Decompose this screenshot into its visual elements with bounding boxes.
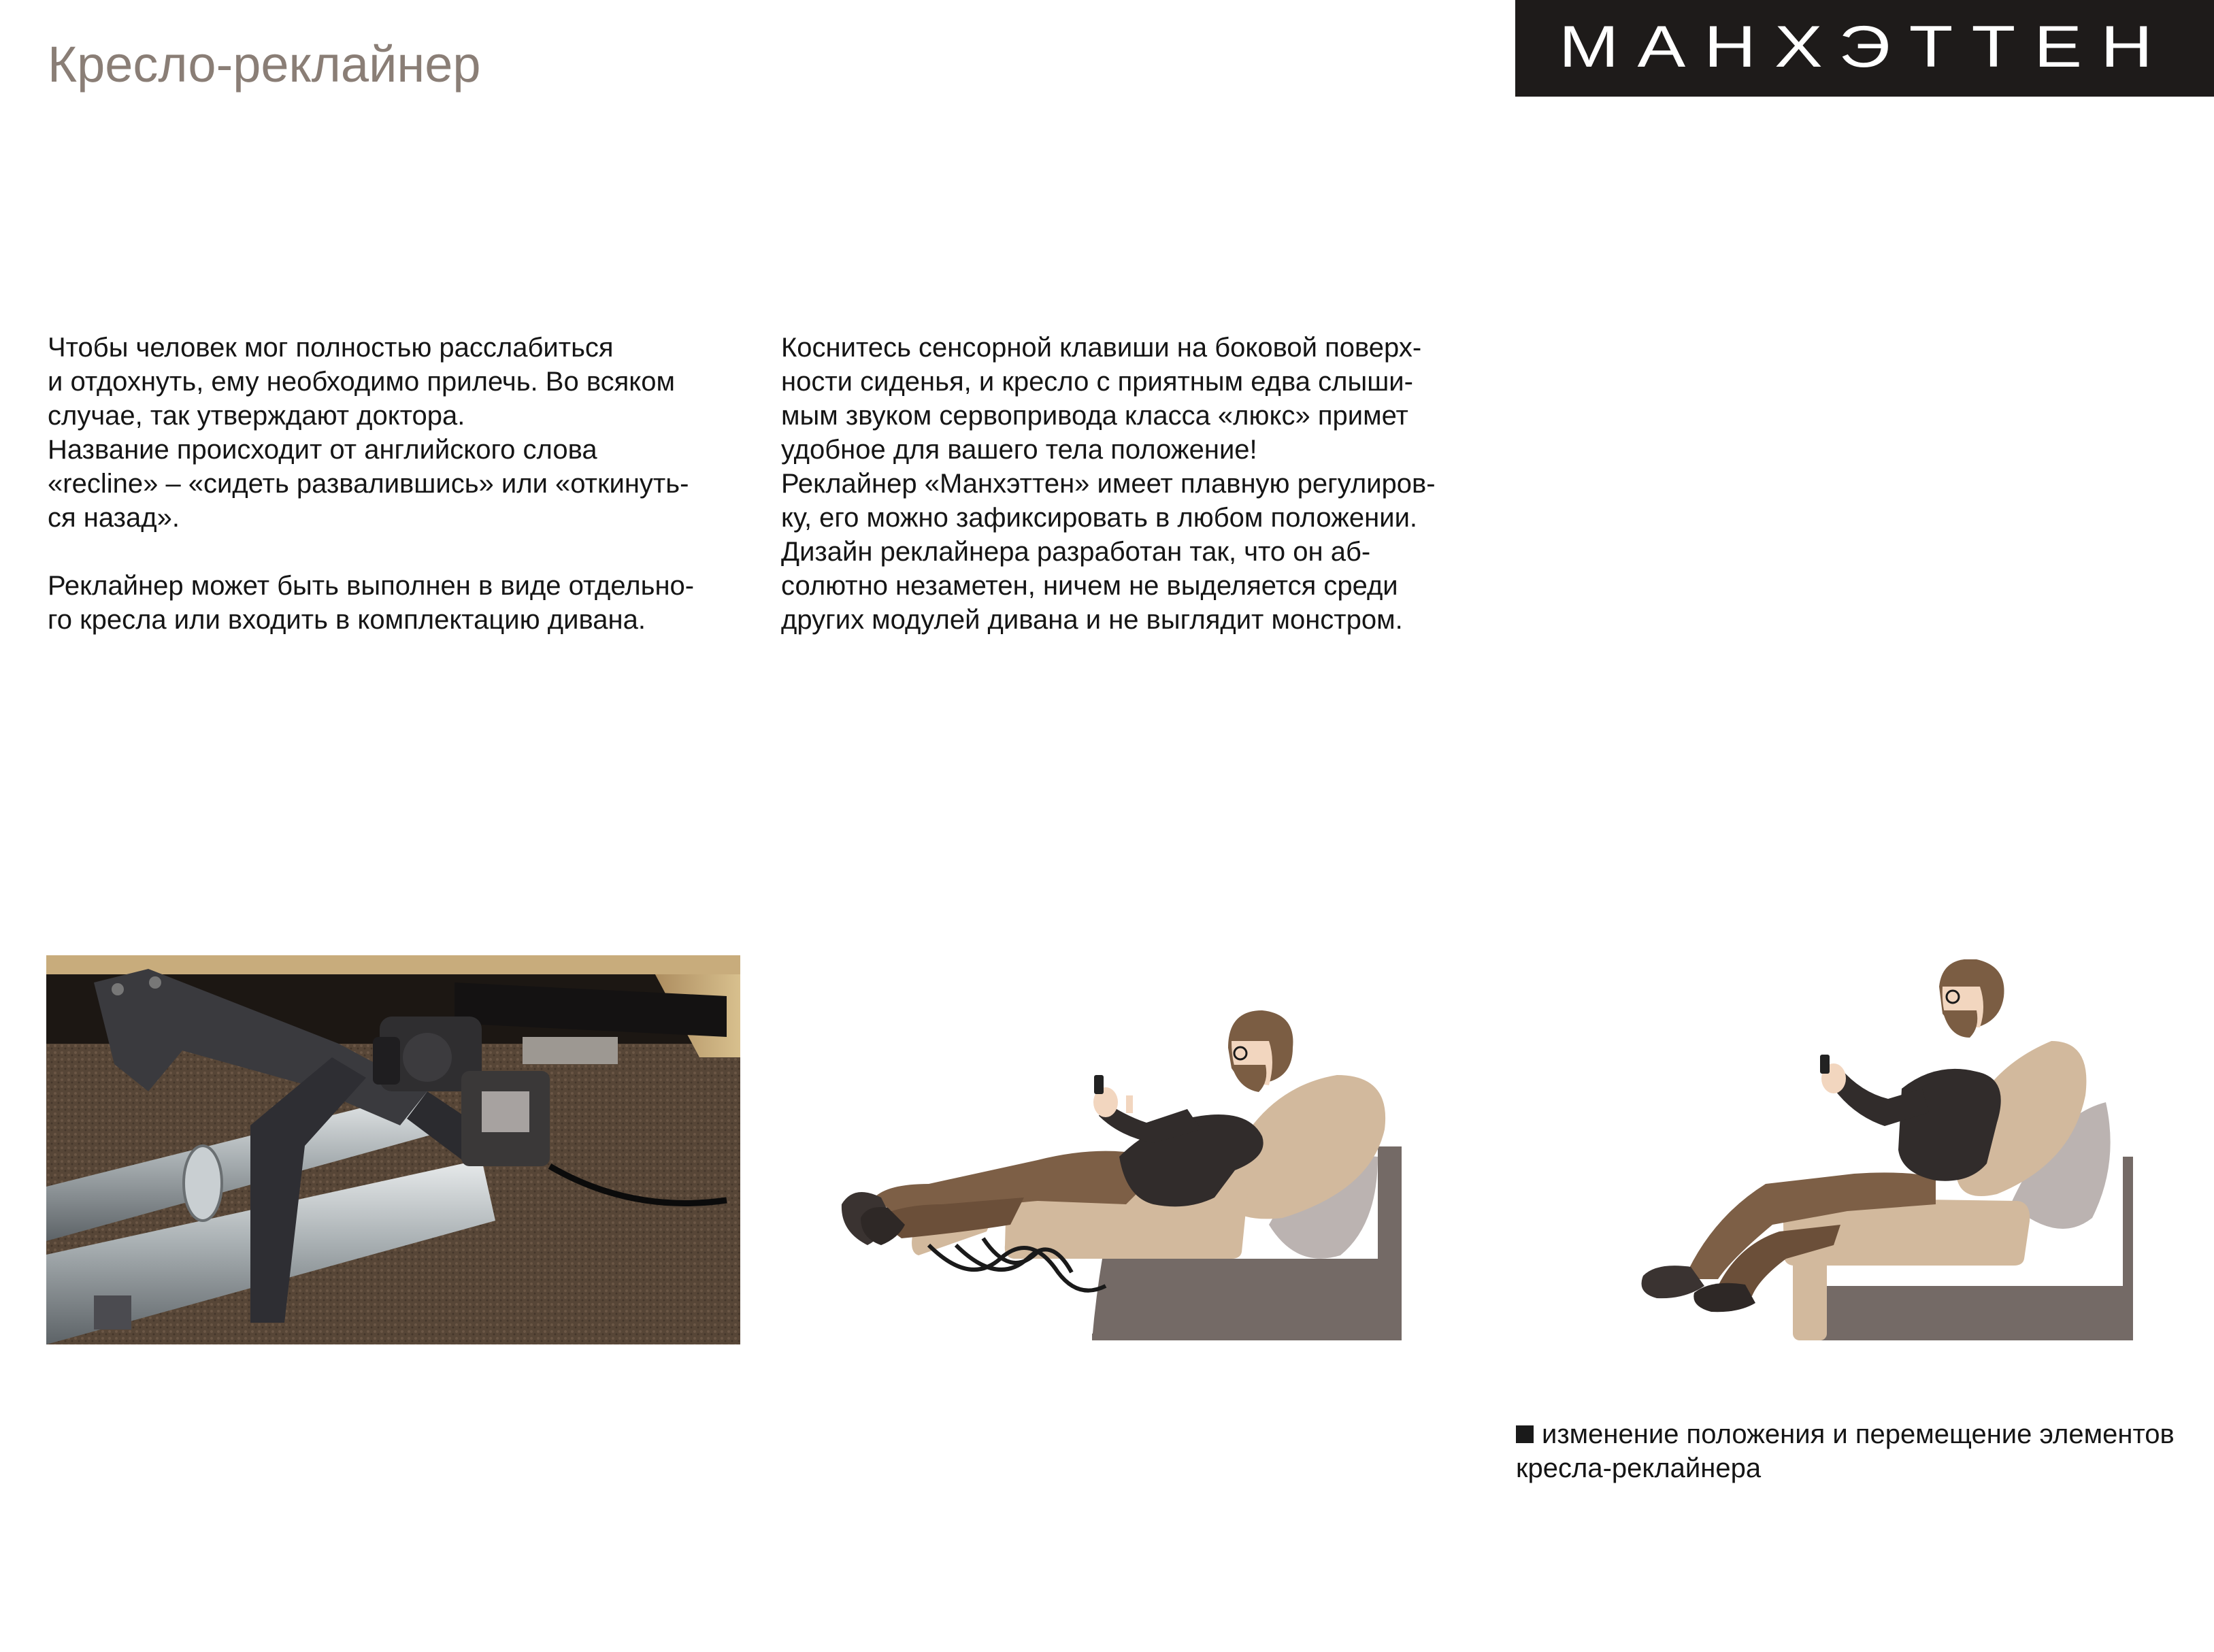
text-line: Название происходит от английского слова bbox=[48, 435, 597, 465]
text-line: и отдохнуть, ему необходимо прилечь. Во всяком bbox=[48, 367, 675, 397]
text-line: «recline» – «сидеть развалившись» или «откинуть- bbox=[48, 469, 689, 499]
mechanism-photo bbox=[46, 955, 740, 1344]
page-title: Кресло-реклайнер bbox=[48, 36, 481, 93]
brand-logo bbox=[1515, 0, 2214, 97]
text-line: Дизайн реклайнера разработан так, что он аб- bbox=[781, 537, 1371, 567]
text-line: мым звуком сервопривода класса «люкс» примет bbox=[781, 401, 1408, 431]
text-line: ности сиденья, и кресло с приятным едва слыши- bbox=[781, 367, 1413, 397]
text-line: солютно незаметен, ничем не выделяется среди bbox=[781, 571, 1398, 601]
phone bbox=[1094, 1075, 1104, 1094]
text-line: случае, так утверждают доктора. bbox=[48, 401, 465, 431]
caption-bullet-icon bbox=[1516, 1425, 1534, 1443]
text-line: Реклайнер «Манхэттен» имеет плавную регулиров- bbox=[781, 469, 1436, 499]
text-line: Реклайнер может быть выполнен в виде отдельно- bbox=[48, 571, 695, 601]
shoe bbox=[1693, 1283, 1755, 1312]
reclined-position-illustration bbox=[833, 1000, 1425, 1354]
phone bbox=[1820, 1055, 1830, 1074]
brand-name: МАНХЭТТЕН bbox=[1558, 24, 2171, 72]
caption-line: изменение положения и перемещение элементов bbox=[1542, 1419, 2175, 1449]
text-line: ся назад». bbox=[48, 503, 180, 533]
text-line: го кресла или входить в комплектацию дивана. bbox=[48, 605, 646, 635]
text-line: Чтобы человек мог полностью расслабиться bbox=[48, 333, 614, 363]
intro-left-column bbox=[48, 331, 694, 637]
text-line: ку, его можно зафиксировать в любом положении. bbox=[781, 503, 1418, 533]
caption-line: кресла-реклайнера bbox=[1516, 1453, 1762, 1483]
sweater bbox=[1898, 1069, 2001, 1181]
beard bbox=[1943, 1010, 1977, 1038]
brand-wordmark bbox=[1559, 24, 2171, 72]
text-line: удобное для вашего тела положение! bbox=[781, 435, 1257, 465]
upright-position-illustration bbox=[1616, 959, 2147, 1354]
figure-caption bbox=[1516, 1417, 2175, 1485]
beard bbox=[1232, 1065, 1266, 1092]
text-line: Коснитесь сенсорной клавиши на боковой поверх- bbox=[781, 333, 1422, 363]
text-line: других модулей дивана и не выглядит монстром. bbox=[781, 605, 1403, 635]
intro-right-column bbox=[781, 331, 1436, 637]
